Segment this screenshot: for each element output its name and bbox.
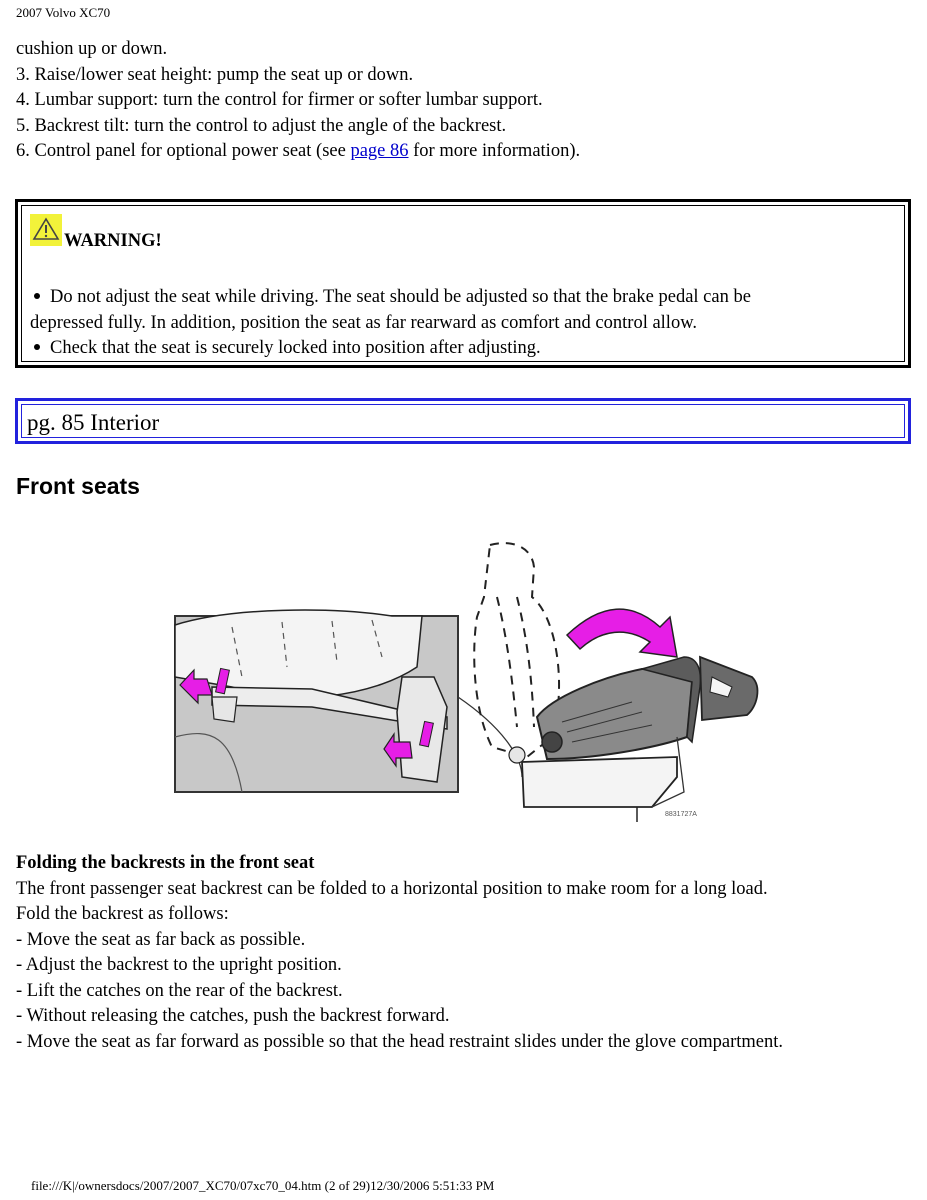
intro-line — [16, 139, 916, 165]
section-title: Front seats — [16, 473, 140, 499]
warning-box-inner — [21, 205, 905, 362]
bullet-icon — [34, 293, 40, 299]
figure-code: 8831727A — [665, 811, 697, 818]
page-marker-inner — [21, 404, 905, 438]
folding-step: - Without releasing the catches, push the backrest forward. — [16, 1006, 450, 1026]
intro-line: 3. Raise/lower seat height: pump the seat up or down. — [16, 64, 414, 85]
warning-item — [30, 336, 900, 362]
folding-paragraph: The front passenger seat backrest can be folded to a horizontal position to make room for a long load. — [16, 878, 768, 899]
warning-item-text: Check that the seat is securely locked into position after adjusting. — [50, 338, 541, 358]
intro-line: 5. Backrest tilt: turn the control to adjust the angle of the backrest. — [16, 115, 507, 136]
folding-step: - Move the seat as far back as possible. — [16, 929, 306, 950]
folding-step: - Adjust the backrest to the upright position. — [16, 955, 342, 975]
folding-instructions — [16, 851, 916, 1055]
intro-text — [16, 37, 916, 165]
document-header: 2007 Volvo XC70 — [16, 5, 111, 20]
warning-item-text: Do not adjust the seat while driving. The seat should be adjusted so that the brake pedal can be — [50, 287, 751, 307]
folding-step: - Move the seat as far forward as possible so that the head restraint slides under the glove compartment. — [16, 1031, 784, 1052]
intro-line: 4. Lumbar support: turn the control for firmer or softer lumbar support. — [16, 90, 543, 110]
folding-paragraph: Fold the backrest as follows: — [16, 904, 229, 924]
page-86-link[interactable]: page 86 — [350, 141, 409, 161]
front-seat-illustration — [172, 537, 762, 822]
warning-title: WARNING! — [64, 231, 162, 251]
intro-line-prefix: 6. Control panel for optional power seat (see — [16, 141, 351, 161]
warning-body — [30, 285, 900, 362]
page-marker-box — [15, 398, 911, 444]
folding-heading: Folding the backrests in the front seat — [16, 853, 315, 873]
intro-line: cushion up or down. — [16, 39, 168, 59]
warning-box — [15, 199, 911, 368]
fold-direction-arrow — [567, 609, 677, 657]
footer-file-path: file:///K|/ownersdocs/2007/2007_XC70/07xc70_04.htm (2 of 29)12/30/2006 5:51:33 PM — [31, 1178, 495, 1193]
warning-item — [30, 285, 900, 311]
folded-seat — [509, 657, 757, 822]
bullet-icon — [34, 344, 40, 350]
intro-line-suffix: for more information). — [408, 141, 581, 161]
warning-item-continued: depressed fully. In addition, position the seat as far rearward as comfort and control allow. — [30, 312, 697, 333]
folding-step: - Lift the catches on the rear of the backrest. — [16, 980, 343, 1001]
warning-triangle-icon — [30, 214, 62, 246]
catch-detail-inset — [175, 610, 458, 792]
page-marker: pg. 85 Interior — [27, 410, 160, 435]
